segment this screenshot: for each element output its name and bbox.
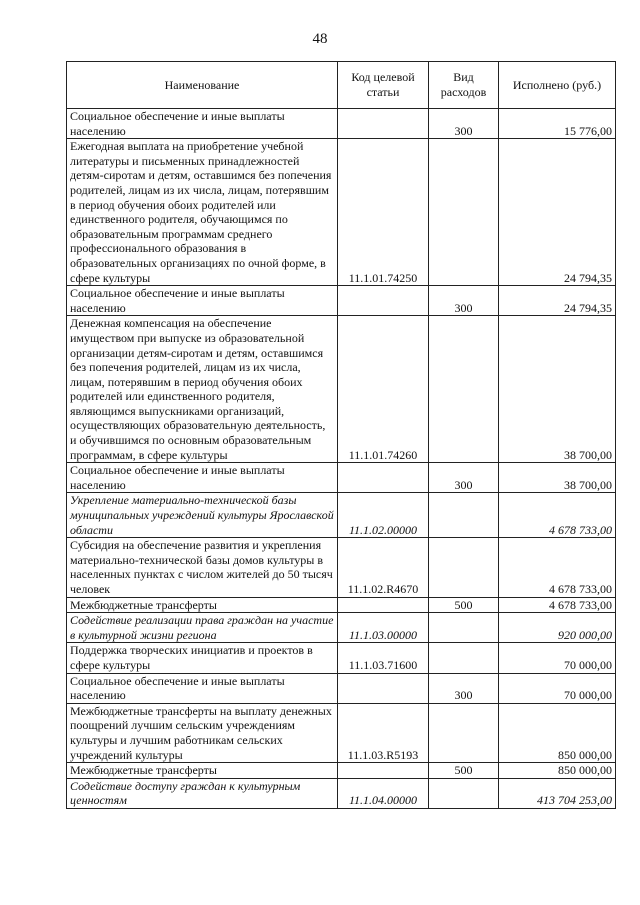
- cell-name: Межбюджетные трансферты на выплату денежных поощрений лучшим сельским учреждениям культуры и лучшим работникам сельских учреждений культуры: [67, 703, 338, 762]
- cell-type: 500: [429, 763, 499, 779]
- table-row: [67, 493, 616, 538]
- cell-code: 11.1.02.00000: [338, 493, 429, 538]
- cell-type: [429, 643, 499, 673]
- table-row: [67, 109, 616, 139]
- cell-amount: 70 000,00: [499, 643, 616, 673]
- cell-name: Социальное обеспечение и иные выплаты населению: [67, 109, 338, 139]
- header-amount: Исполнено (руб.): [499, 62, 616, 109]
- cell-code: [338, 597, 429, 613]
- cell-code: 11.1.03.R5193: [338, 703, 429, 762]
- header-code: Код целевой статьи: [338, 62, 429, 109]
- cell-amount: 24 794,35: [499, 286, 616, 316]
- cell-amount: 38 700,00: [499, 463, 616, 493]
- cell-amount: 850 000,00: [499, 763, 616, 779]
- cell-amount: 850 000,00: [499, 703, 616, 762]
- cell-code: [338, 673, 429, 703]
- table-row: [67, 643, 616, 673]
- table-row: [67, 673, 616, 703]
- cell-code: [338, 463, 429, 493]
- header-name: Наименование: [67, 62, 338, 109]
- cell-type: 500: [429, 597, 499, 613]
- cell-name: Содействие реализации права граждан на участие в культурной жизни региона: [67, 613, 338, 643]
- cell-amount: 38 700,00: [499, 316, 616, 463]
- cell-amount: 15 776,00: [499, 109, 616, 139]
- cell-name: Укрепление материально-технической базы муниципальных учреждений культуры Ярославской области: [67, 493, 338, 538]
- cell-amount: 70 000,00: [499, 673, 616, 703]
- table-row: [67, 703, 616, 762]
- cell-amount: 920 000,00: [499, 613, 616, 643]
- cell-name: Ежегодная выплата на приобретение учебной литературы и письменных принадлежностей детям-сиротам и детям, оставшимся без попечения родителей, лицам из их числа, лицам, потерявшим в период обучения обоих родителей или единственного родителя, обучающимся по образовательным программам среднего профессионального образования в образовательных организациях по очной форме, в сфере культуры: [67, 139, 338, 286]
- cell-name: Субсидия на обеспечение развития и укрепления материально-технической базы домов культуры в населенных пунктах с числом жителей до 50 тысяч человек: [67, 538, 338, 597]
- cell-code: 11.1.03.71600: [338, 643, 429, 673]
- cell-code: 11.1.01.74250: [338, 139, 429, 286]
- table-row: [67, 597, 616, 613]
- cell-type: [429, 538, 499, 597]
- cell-name: Поддержка творческих инициатив и проектов в сфере культуры: [67, 643, 338, 673]
- table-row: [67, 613, 616, 643]
- cell-amount: 4 678 733,00: [499, 493, 616, 538]
- table-body: [67, 109, 616, 809]
- table-row: [67, 316, 616, 463]
- cell-type: [429, 139, 499, 286]
- table-row: [67, 538, 616, 597]
- budget-table: [66, 61, 616, 809]
- cell-code: 11.1.01.74260: [338, 316, 429, 463]
- table-row: [67, 763, 616, 779]
- cell-amount: 4 678 733,00: [499, 597, 616, 613]
- table-row: [67, 286, 616, 316]
- cell-code: 11.1.04.00000: [338, 778, 429, 808]
- cell-code: [338, 763, 429, 779]
- page-number: 48: [312, 31, 328, 47]
- header-type: Вид расходов: [429, 62, 499, 109]
- table-row: [67, 778, 616, 808]
- cell-code: 11.1.02.R4670: [338, 538, 429, 597]
- cell-type: [429, 703, 499, 762]
- cell-name: Социальное обеспечение и иные выплаты населению: [67, 286, 338, 316]
- cell-type: [429, 613, 499, 643]
- cell-name: Социальное обеспечение и иные выплаты населению: [67, 673, 338, 703]
- cell-amount: 413 704 253,00: [499, 778, 616, 808]
- cell-name: Содействие доступу граждан к культурным ценностям: [67, 778, 338, 808]
- cell-type: [429, 778, 499, 808]
- cell-amount: 24 794,35: [499, 139, 616, 286]
- cell-type: 300: [429, 109, 499, 139]
- table-row: [67, 139, 616, 286]
- cell-amount: 4 678 733,00: [499, 538, 616, 597]
- cell-type: [429, 316, 499, 463]
- cell-code: [338, 109, 429, 139]
- cell-name: Межбюджетные трансферты: [67, 597, 338, 613]
- cell-type: 300: [429, 286, 499, 316]
- cell-name: Межбюджетные трансферты: [67, 763, 338, 779]
- cell-name: Социальное обеспечение и иные выплаты населению: [67, 463, 338, 493]
- table-header-row: [67, 62, 616, 109]
- cell-name: Денежная компенсация на обеспечение имуществом при выпуске из образовательной организации детям-сиротам и детям, оставшимся без попечения родителей, лицам из их числа, лицам, потерявшим в период обучения обоих родителей или единственного родителя, являющимся выпускниками организаций, осуществляющих образовательную деятельность, и обучившимся по основным образовательным программам, в сфере культуры: [67, 316, 338, 463]
- cell-type: [429, 493, 499, 538]
- cell-code: 11.1.03.00000: [338, 613, 429, 643]
- table-row: [67, 463, 616, 493]
- cell-code: [338, 286, 429, 316]
- cell-type: 300: [429, 673, 499, 703]
- cell-type: 300: [429, 463, 499, 493]
